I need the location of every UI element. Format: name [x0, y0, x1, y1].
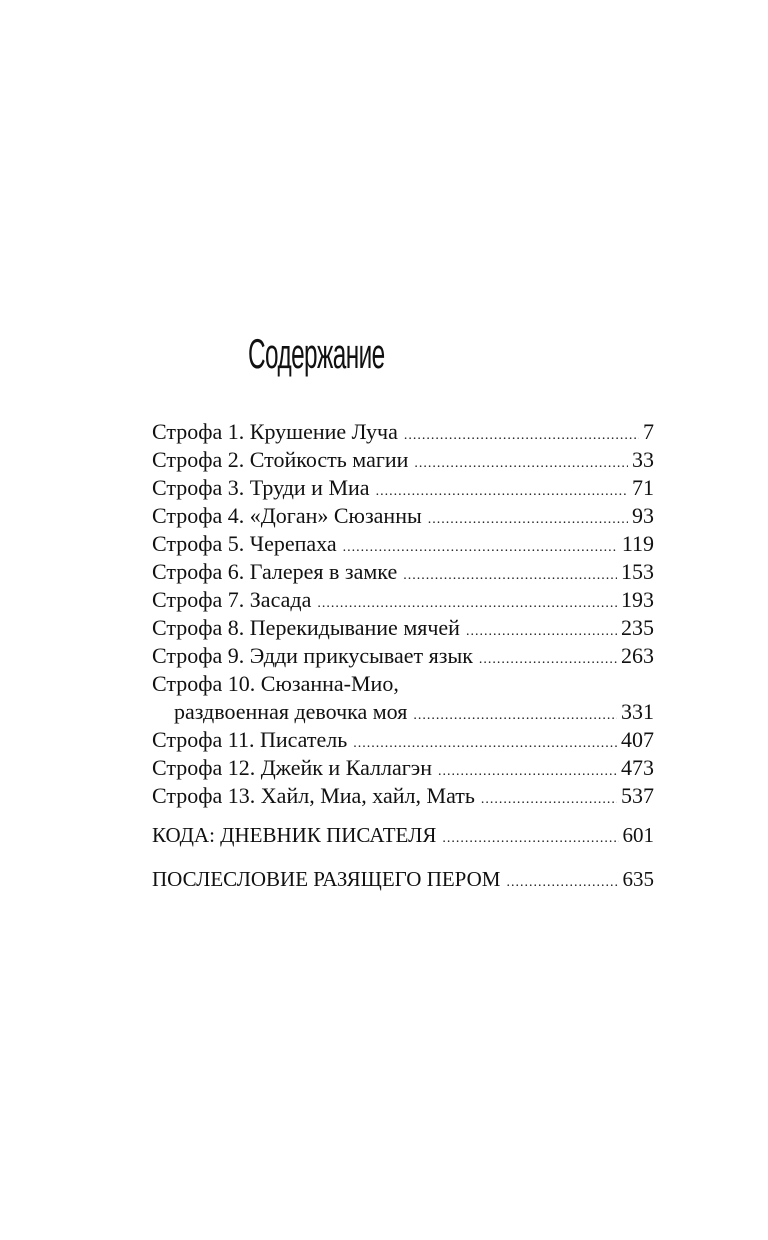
dot-leader: [481, 786, 617, 814]
toc-entry-page: 93: [632, 503, 654, 528]
toc-entry-page: 537: [621, 783, 654, 808]
toc-entry-page: 193: [621, 587, 654, 612]
dot-leader: [466, 618, 617, 646]
toc-entry: [152, 586, 654, 614]
dot-leader: [414, 450, 628, 478]
toc-entry: [152, 726, 654, 754]
toc-entry: [152, 530, 654, 558]
toc-entry-title: раздвоенная девочка моя: [174, 699, 408, 724]
toc-entry-title: Строфа 2. Стойкость магии: [152, 447, 409, 472]
page-title: Содержание: [248, 330, 385, 377]
toc-entry-page: 235: [621, 615, 654, 640]
toc-entry-title: Строфа 8. Перекидывание мячей: [152, 615, 460, 640]
toc-entry-title: Строфа 7. Засада: [152, 587, 312, 612]
toc-entry-title: Строфа 6. Галерея в замке: [152, 559, 398, 584]
toc-entry: [152, 446, 654, 474]
toc-entry-page: 473: [621, 755, 654, 780]
toc-entry-title: Строфа 3. Труди и Миа: [152, 475, 370, 500]
dot-leader: [479, 646, 617, 674]
toc-entry-title: Строфа 12. Джейк и Каллагэн: [152, 755, 433, 780]
toc-entry: [152, 558, 654, 586]
toc-entry-page: 153: [621, 559, 654, 584]
toc-entry: [152, 502, 654, 530]
toc-entry: [152, 670, 654, 698]
toc-entry-page: 33: [632, 447, 654, 472]
toc-section-coda: [152, 820, 654, 850]
toc-entry: [152, 474, 654, 502]
toc-entry-title: Строфа 5. Черепаха: [152, 531, 337, 556]
toc-entry-page: 407: [621, 727, 654, 752]
dot-leader: [442, 825, 618, 853]
toc-section-afterword: [152, 864, 654, 894]
dot-leader: [413, 702, 617, 730]
toc-entry-page: 263: [621, 643, 654, 668]
toc-entry-title: Строфа 11. Писатель: [152, 727, 348, 752]
toc-entry: [152, 642, 654, 670]
toc-entry-page: 119: [621, 531, 654, 556]
table-of-contents: [152, 418, 654, 894]
toc-entry: [152, 754, 654, 782]
toc-entry-title: Строфа 1. Крушение Луча: [152, 419, 398, 444]
toc-entry-page: 331: [621, 699, 654, 724]
toc-entry-title: Строфа 10. Сюзанна-Мио,: [152, 671, 399, 696]
toc-entry-title: Строфа 9. Эдди прикусывает язык: [152, 643, 473, 668]
toc-entry-page: 71: [632, 475, 654, 500]
toc-section-page: 635: [622, 867, 654, 891]
toc-entry: [152, 614, 654, 642]
toc-section-page: 601: [622, 823, 654, 847]
dot-leader: [428, 506, 628, 534]
toc-entry-title: Строфа 13. Хайл, Миа, хайл, Мать: [152, 783, 475, 808]
toc-section-title: ПОСЛЕСЛОВИЕ РАЗЯЩЕГО ПЕРОМ: [152, 867, 501, 891]
toc-section-title: КОДА: ДНЕВНИК ПИСАТЕЛЯ: [152, 823, 437, 847]
toc-entry-continuation: [152, 698, 654, 726]
toc-entry: [152, 418, 654, 446]
toc-entry: [152, 782, 654, 810]
dot-leader: [404, 422, 639, 450]
dot-leader: [403, 562, 617, 590]
dot-leader: [506, 869, 618, 897]
toc-entry-page: 7: [643, 419, 654, 444]
toc-entry-title: Строфа 4. «Доган» Сюзанны: [152, 503, 422, 528]
